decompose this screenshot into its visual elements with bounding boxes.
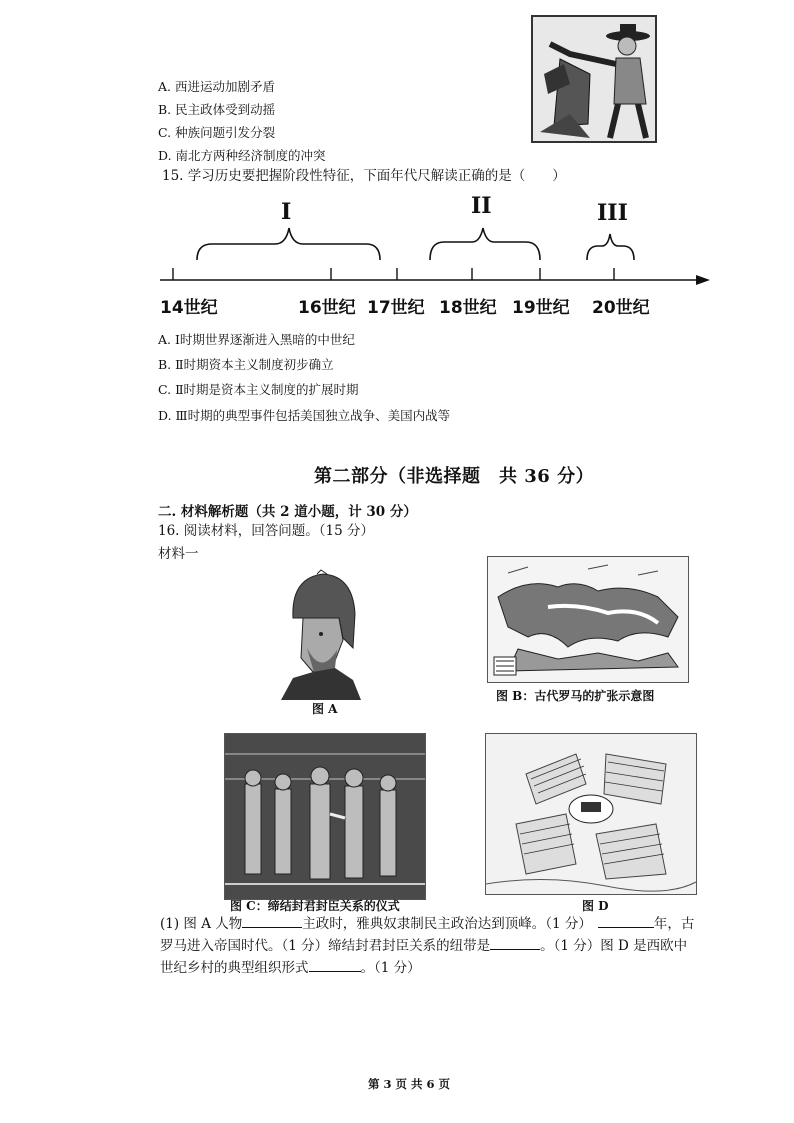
answer-blank-bond[interactable] — [490, 937, 540, 950]
brace-iii — [587, 234, 634, 260]
tick-label-18: 18世纪 — [439, 298, 497, 318]
figure-c-image — [224, 733, 426, 900]
figure-c-caption: 图 C：缔结封君封臣关系的仪式 — [230, 899, 400, 913]
tick-label-20: 20世纪 — [592, 298, 650, 318]
section-heading: 二. 材料解析题（共 2 道小题，计 30 分） — [158, 504, 417, 520]
q16-part1-line1 — [160, 915, 694, 933]
q16-part1-text-4: 罗马进入帝国时代。（1 分）缔结封君封臣关系的纽带是 — [160, 938, 491, 954]
q15-stem: 15. 学习历史要把握阶段性特征，下面年代尺解读正确的是（ ） — [162, 168, 566, 184]
brace-i — [197, 228, 380, 260]
figure-a-caption: 图 A — [312, 702, 338, 716]
tick-label-14: 14世纪 — [160, 298, 218, 318]
page-footer: 第 3 页 共 6 页 — [368, 1077, 451, 1091]
q16-part1-text-3: 年，古 — [653, 916, 695, 932]
q14-option-d: D. 南北方两种经济制度的冲突 — [158, 148, 326, 163]
q16-part1-text-7: 。（1 分） — [360, 960, 421, 976]
q15-option-c: C. Ⅱ时期是资本主义制度的扩展时期 — [158, 382, 359, 397]
answer-blank-form[interactable] — [309, 959, 361, 972]
figure-b-image — [487, 556, 689, 683]
q16-part1-text-1: (1) 图 A 人物 — [160, 916, 243, 932]
q15-option-b: B. Ⅱ时期资本主义制度初步确立 — [158, 357, 334, 372]
figure-a-image — [273, 568, 365, 700]
q14-option-b: B. 民主政体受到动摇 — [158, 102, 276, 117]
brace-ii — [430, 228, 540, 260]
q16-stem: 16. 阅读材料，回答问题。（15 分） — [158, 523, 374, 539]
figure-d-caption: 图 D — [582, 899, 609, 913]
tick-label-16: 16世纪 — [298, 298, 356, 318]
material-label: 材料一 — [158, 546, 199, 562]
part2-title: 第二部分（非选择题 共 36 分） — [314, 466, 595, 487]
period-label-ii: II — [471, 193, 492, 219]
figure-b-caption: 图 B：古代罗马的扩张示意图 — [496, 689, 655, 703]
cartoon-image — [530, 14, 658, 144]
q14-option-a: A. 西进运动加剧矛盾 — [158, 79, 275, 94]
q16-part1-text-6: 世纪乡村的典型组织形式 — [160, 960, 309, 976]
q16-part1-line2 — [160, 937, 687, 955]
tick-label-17: 17世纪 — [367, 298, 425, 318]
tick-label-19: 19世纪 — [512, 298, 570, 318]
answer-blank-year[interactable] — [598, 915, 654, 928]
q15-option-a: A. Ⅰ时期世界逐渐进入黑暗的中世纪 — [158, 332, 355, 347]
q16-part1-text-5: 。（1 分）图 D 是西欧中 — [540, 938, 688, 954]
q15-option-d: D. Ⅲ时期的典型事件包括美国独立战争、美国内战等 — [158, 408, 451, 423]
figure-d-image — [485, 733, 697, 895]
period-label-i: I — [281, 199, 292, 225]
answer-blank-person[interactable] — [242, 915, 302, 928]
q16-part1-text-2: 主政时，雅典奴隶制民主政治达到顶峰。（1 分） — [302, 916, 592, 932]
q16-part1-line3 — [160, 959, 421, 977]
period-label-iii: III — [597, 200, 628, 226]
q14-option-c: C. 种族问题引发分裂 — [158, 125, 276, 140]
